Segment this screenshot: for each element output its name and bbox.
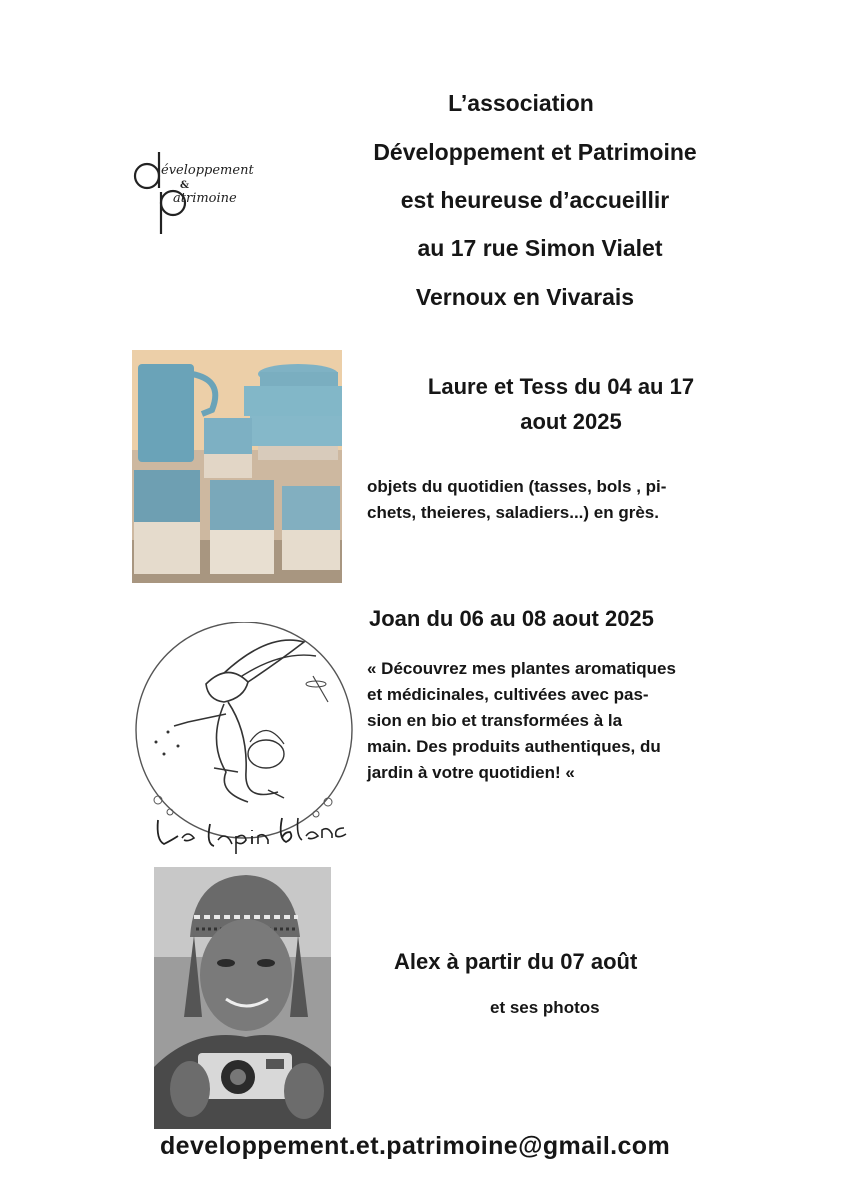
contact-email: developpement.et.patrimoine@gmail.com	[160, 1132, 671, 1160]
exhibit1-title-line2: aout 2025	[520, 409, 622, 434]
association-logo	[130, 148, 270, 238]
exhibit2-desc-line1: « Découvrez mes plantes aromatiques	[367, 659, 676, 678]
exhibit3-title: Alex à partir du 07 août	[394, 949, 638, 974]
header-line-welcome: est heureuse d’accueillir	[400, 187, 670, 213]
exhibit1-desc-line2: chets, theieres, saladiers...) en grès.	[367, 503, 659, 522]
exhibit3-subtitle: et ses photos	[490, 998, 600, 1017]
exhibit2-desc-line3: sion en bio et transformées à la	[367, 711, 623, 730]
alex-photo	[154, 867, 331, 1129]
exhibit2-desc-line4: main. Des produits authentiques, du	[367, 737, 661, 756]
exhibit2-title: Joan du 06 au 08 aout 2025	[369, 606, 654, 631]
exhibit2-desc-line2: et médicinales, cultivées avec pas-	[367, 685, 649, 704]
header-line-address: au 17 rue Simon Vialet	[417, 235, 663, 261]
logo-word-patrimoine: atrimoine	[173, 191, 237, 206]
exhibit2-desc-line5: jardin à votre quotidien! «	[367, 763, 575, 782]
pottery-photo	[132, 350, 342, 583]
lapin-blanc-script	[148, 810, 348, 856]
logo-ampersand: &	[180, 180, 190, 191]
logo-word-developpement: éveloppement	[161, 163, 254, 178]
header-line-name: Développement et Patrimoine	[373, 139, 697, 165]
exhibit1-desc-line1: objets du quotidien (tasses, bols , pi-	[367, 477, 667, 496]
lapin-blanc-logo	[128, 622, 360, 862]
exhibit1-title-line1: Laure et Tess du 04 au 17	[427, 374, 695, 399]
header-line-association: L’association	[448, 90, 594, 116]
header-line-town: Vernoux en Vivarais	[415, 284, 635, 310]
